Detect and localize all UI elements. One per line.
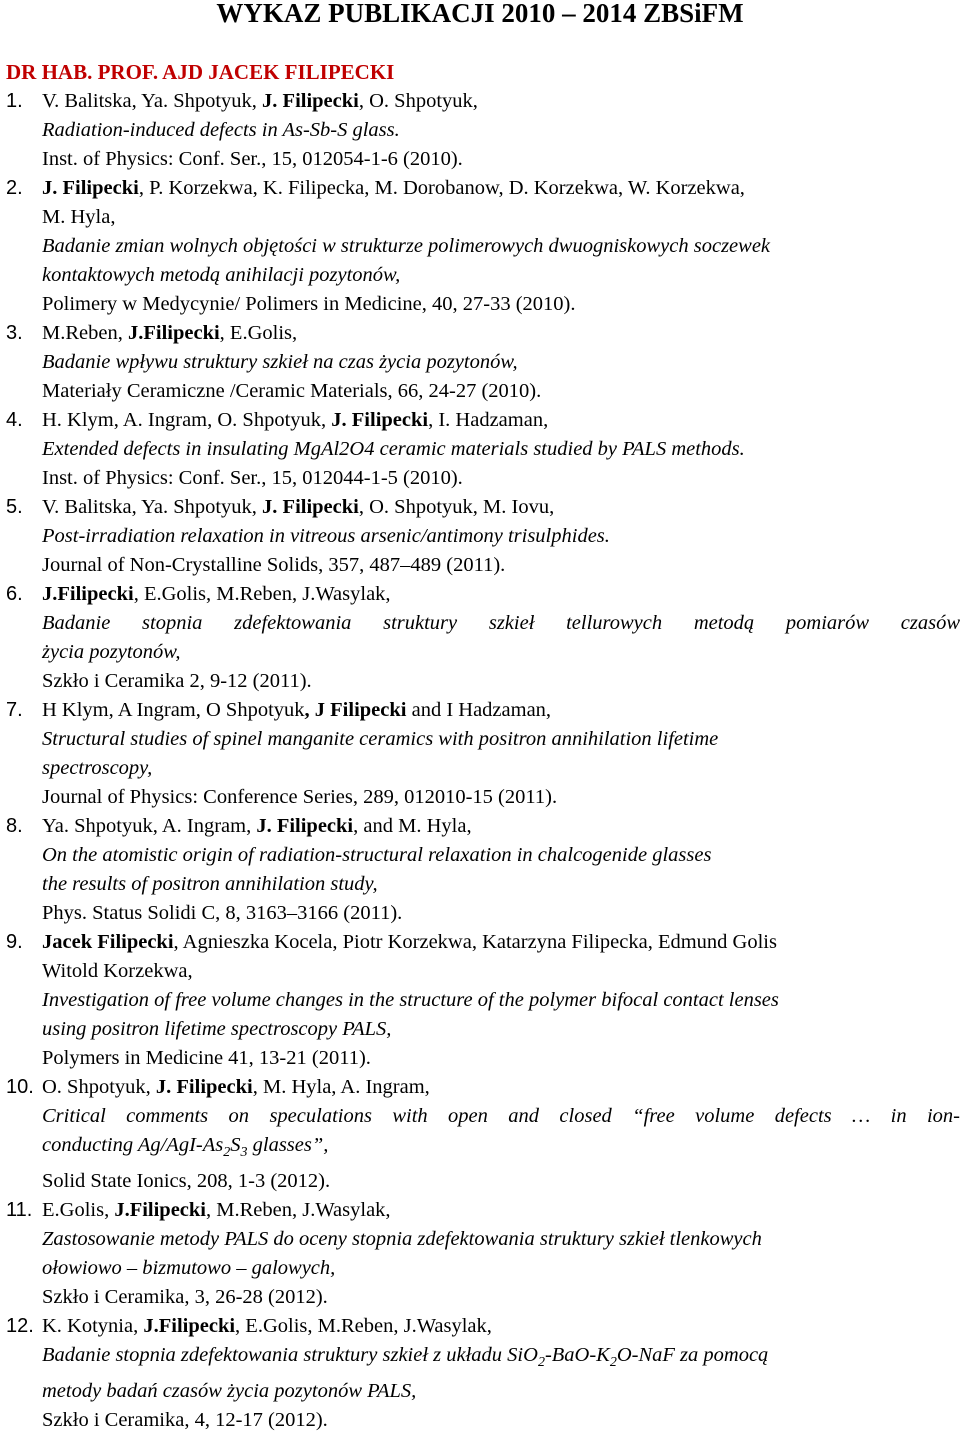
publication-body: [42, 928, 960, 1073]
publication-line: [42, 1102, 960, 1131]
author-highlight: J.Filipecki: [42, 583, 134, 605]
text-segment: O. Shpotyuk,: [42, 1076, 156, 1098]
publication-body: [42, 319, 960, 406]
text-segment: H. Klym, A. Ingram, O. Shpotyuk,: [42, 409, 332, 431]
text-segment: using positron lifetime spectroscopy PALS,: [42, 1018, 392, 1040]
subscript-text: 2: [609, 1355, 617, 1370]
text-segment: conducting Ag/AgI-As: [42, 1134, 224, 1156]
publication-number: 8.: [6, 815, 23, 837]
publication-number: 2.: [6, 177, 23, 199]
text-segment: ołowiowo – bizmutowo – galowych,: [42, 1257, 336, 1279]
author-highlight: J.Filipecki: [114, 1199, 207, 1221]
author-highlight: J. Filipecki: [256, 815, 354, 837]
text-segment: , M.Reben, J.Wasylak,: [206, 1199, 391, 1221]
publication-line: [42, 145, 960, 174]
publication-entry: [0, 319, 960, 406]
text-segment: V. Balitska, Ya. Shpotyuk,: [42, 496, 263, 518]
publication-line: [42, 348, 960, 377]
publication-line: [42, 899, 960, 928]
publication-body: [42, 1073, 960, 1196]
author-highlight: Jacek Filipecki: [42, 931, 174, 953]
text-segment: On the atomistic origin of radiation-structural relaxation in chalcogenide glasses: [42, 844, 712, 866]
publication-line: [42, 377, 960, 406]
page-title: WYKAZ PUBLIKACJI 2010 – 2014 ZBSiFM: [216, 0, 744, 28]
text-segment: Szkło i Ceramika, 3, 26-28 (2012).: [42, 1286, 328, 1308]
publication-line: [42, 116, 960, 145]
text-segment: , E.Golis, M.Reben, J.Wasylak,: [133, 583, 391, 605]
publication-line: [42, 261, 960, 290]
publication-line: [42, 1254, 960, 1283]
author-highlight: J. Filipecki: [42, 177, 139, 199]
publication-line: [42, 1283, 960, 1312]
publication-line: [42, 696, 960, 725]
text-segment: Witold Korzekwa,: [42, 960, 193, 982]
publication-body: [42, 406, 960, 493]
text-segment: Radiation-induced defects in As-Sb-S glass.: [42, 119, 400, 141]
text-segment: kontaktowych metodą anihilacji pozytonów,: [42, 264, 401, 286]
text-segment: and I Hadzaman,: [406, 699, 552, 721]
publication-line: [42, 870, 960, 899]
publication-entry: [0, 1312, 960, 1435]
publication-line: [42, 841, 960, 870]
text-segment: Journal of Physics: Conference Series, 289, 012010-15 (2011).: [42, 786, 558, 808]
author-highlight: , J Filipecki: [304, 699, 407, 721]
text-segment: Materiały Ceramiczne /Ceramic Materials, 66, 24-27 (2010).: [42, 380, 542, 402]
publication-entry: [0, 1196, 960, 1312]
publication-body: [42, 1312, 960, 1435]
publication-line: [42, 986, 960, 1015]
text-segment: Badanie stopnia zdefektowania struktury szkieł tellurowych metodą pomiarów czasów: [42, 612, 960, 634]
text-segment: the results of positron annihilation study,: [42, 873, 378, 895]
publication-entry: [0, 1073, 960, 1196]
text-segment: , E.Golis, M.Reben, J.Wasylak,: [235, 1315, 492, 1337]
publication-line: [42, 1225, 960, 1254]
author-highlight: J.Filipecki: [143, 1315, 236, 1337]
publication-body: [42, 174, 960, 319]
text-segment: , O. Shpotyuk, M. Iovu,: [358, 496, 555, 518]
text-segment: Ya. Shpotyuk, A. Ingram,: [42, 815, 257, 837]
publication-line: [42, 174, 960, 203]
text-segment: M.Reben,: [42, 322, 128, 344]
text-segment: Polymers in Medicine 41, 13-21 (2011).: [42, 1047, 371, 1069]
text-segment: Polimery w Medycynie/ Polimers in Medicine, 40, 27-33 (2010).: [42, 293, 576, 315]
text-segment: Extended defects in insulating MgAl2O4 ceramic materials studied by PALS methods.: [42, 438, 745, 460]
publication-line: [42, 87, 960, 116]
publication-line: [42, 1312, 960, 1341]
publication-number: 4.: [6, 409, 23, 431]
text-segment: Zastosowanie metody PALS do oceny stopnia zdefektowania struktury szkieł tlenkowych: [42, 1228, 762, 1250]
publication-line: [42, 928, 960, 957]
text-segment: , M. Hyla, A. Ingram,: [252, 1076, 430, 1098]
text-segment: Solid State Ionics, 208, 1-3 (2012).: [42, 1170, 331, 1192]
publication-body: [42, 580, 960, 696]
text-segment: Inst. of Physics: Conf. Ser., 15, 012054-1-6 (2010).: [42, 148, 463, 170]
publication-number: 12.: [6, 1315, 34, 1337]
author-highlight: J. Filipecki: [262, 90, 359, 112]
publication-number: 10.: [6, 1076, 34, 1098]
text-segment: -BaO-K: [544, 1344, 610, 1366]
publication-line: [42, 1341, 960, 1377]
publication-entry: [0, 87, 960, 174]
publication-entry: [0, 696, 960, 812]
author-heading: DR HAB. PROF. AJD JACEK FILIPECKI: [6, 60, 395, 84]
text-segment: , E.Golis,: [219, 322, 298, 344]
publication-entry: [0, 812, 960, 928]
publication-line: [42, 435, 960, 464]
text-segment: S: [230, 1134, 241, 1156]
text-segment: Phys. Status Solidi C, 8, 3163–3166 (2011).: [42, 902, 403, 924]
publication-line: [42, 493, 960, 522]
publication-line: [42, 1131, 960, 1167]
publication-line: [42, 1167, 960, 1196]
publication-line: [42, 667, 960, 696]
publication-number: 9.: [6, 931, 23, 953]
publication-line: [42, 783, 960, 812]
author-highlight: J.Filipecki: [127, 322, 220, 344]
publication-list: [0, 87, 960, 1435]
publication-number: 6.: [6, 583, 23, 605]
publication-entry: [0, 174, 960, 319]
text-segment: Journal of Non-Crystalline Solids, 357, 487–489 (2011).: [42, 554, 506, 576]
text-segment: Post-irradiation relaxation in vitreous arsenic/antimony trisulphides.: [42, 525, 610, 547]
subscript-text: 2: [537, 1355, 545, 1370]
publication-entry: [0, 928, 960, 1073]
publication-line: [42, 406, 960, 435]
publication-number: 3.: [6, 322, 23, 344]
publication-number: 7.: [6, 699, 23, 721]
publication-number: 11.: [6, 1199, 33, 1221]
text-segment: V. Balitska, Ya. Shpotyuk,: [42, 90, 263, 112]
publication-line: [42, 638, 960, 667]
text-segment: K. Kotynia,: [42, 1315, 144, 1337]
publication-line: [42, 725, 960, 754]
publication-number: 1.: [6, 90, 23, 112]
publication-line: [42, 957, 960, 986]
publication-line: [42, 580, 960, 609]
publication-entry: [0, 493, 960, 580]
author-highlight: J. Filipecki: [155, 1076, 253, 1098]
text-segment: H Klym, A Ingram, O Shpotyuk: [42, 699, 305, 721]
publication-body: [42, 87, 960, 174]
text-segment: Badanie stopnia zdefektowania struktury szkieł z układu SiO: [42, 1344, 538, 1366]
publication-line: [42, 232, 960, 261]
text-segment: , P. Korzekwa, K. Filipecka, M. Dorobanow, D. Korzekwa, W. Korzekwa,: [138, 177, 745, 199]
publication-line: [42, 290, 960, 319]
text-segment: Szkło i Ceramika, 4, 12-17 (2012).: [42, 1409, 328, 1431]
text-segment: , I. Hadzaman,: [428, 409, 549, 431]
publication-line: [42, 203, 960, 232]
publication-number: 5.: [6, 496, 23, 518]
text-segment: Investigation of free volume changes in the structure of the polymer bifocal contact lenses: [42, 989, 779, 1011]
publication-line: [42, 522, 960, 551]
publication-line: [42, 754, 960, 783]
publication-entry: [0, 406, 960, 493]
publication-line: [42, 812, 960, 841]
publication-line: [42, 1196, 960, 1225]
text-segment: Structural studies of spinel manganite ceramics with positron annihilation lifetime: [42, 728, 719, 750]
author-highlight: J. Filipecki: [331, 409, 429, 431]
publication-line: [42, 1073, 960, 1102]
text-segment: Szkło i Ceramika 2, 9-12 (2011).: [42, 670, 312, 692]
publication-body: [42, 493, 960, 580]
publication-line: [42, 1015, 960, 1044]
publication-entry: [0, 580, 960, 696]
publication-line: [42, 1044, 960, 1073]
publication-body: [42, 1196, 960, 1312]
text-segment: glasses”,: [247, 1134, 329, 1156]
text-segment: Inst. of Physics: Conf. Ser., 15, 012044-1-5 (2010).: [42, 467, 463, 489]
text-segment: M. Hyla,: [42, 206, 116, 228]
text-segment: O-NaF za pomocą: [616, 1344, 769, 1366]
publication-line: [42, 1377, 960, 1406]
text-segment: Badanie wpływu struktury szkieł na czas życia pozytonów,: [42, 351, 518, 373]
text-segment: życia pozytonów,: [42, 641, 181, 663]
author-highlight: J. Filipecki: [262, 496, 359, 518]
publication-body: [42, 696, 960, 812]
text-segment: , Agnieszka Kocela, Piotr Korzekwa, Katarzyna Filipecka, Edmund Golis: [173, 931, 777, 953]
text-segment: Badanie zmian wolnych objętości w strukturze polimerowych dwuogniskowych soczewek: [42, 235, 771, 257]
subscript-text: 3: [240, 1145, 248, 1160]
text-segment: Critical comments on speculations with open and closed “free volume defects … in ion-: [42, 1105, 960, 1127]
publication-line: [42, 551, 960, 580]
publication-line: [42, 464, 960, 493]
publication-line: [42, 609, 960, 638]
text-segment: spectroscopy,: [42, 757, 153, 779]
publication-body: [42, 812, 960, 928]
text-segment: E.Golis,: [42, 1199, 115, 1221]
text-segment: , O. Shpotyuk,: [358, 90, 478, 112]
text-segment: , and M. Hyla,: [353, 815, 472, 837]
subscript-text: 2: [223, 1145, 231, 1160]
publication-line: [42, 1406, 960, 1435]
text-segment: metody badań czasów życia pozytonów PALS,: [42, 1380, 417, 1402]
publication-line: [42, 319, 960, 348]
